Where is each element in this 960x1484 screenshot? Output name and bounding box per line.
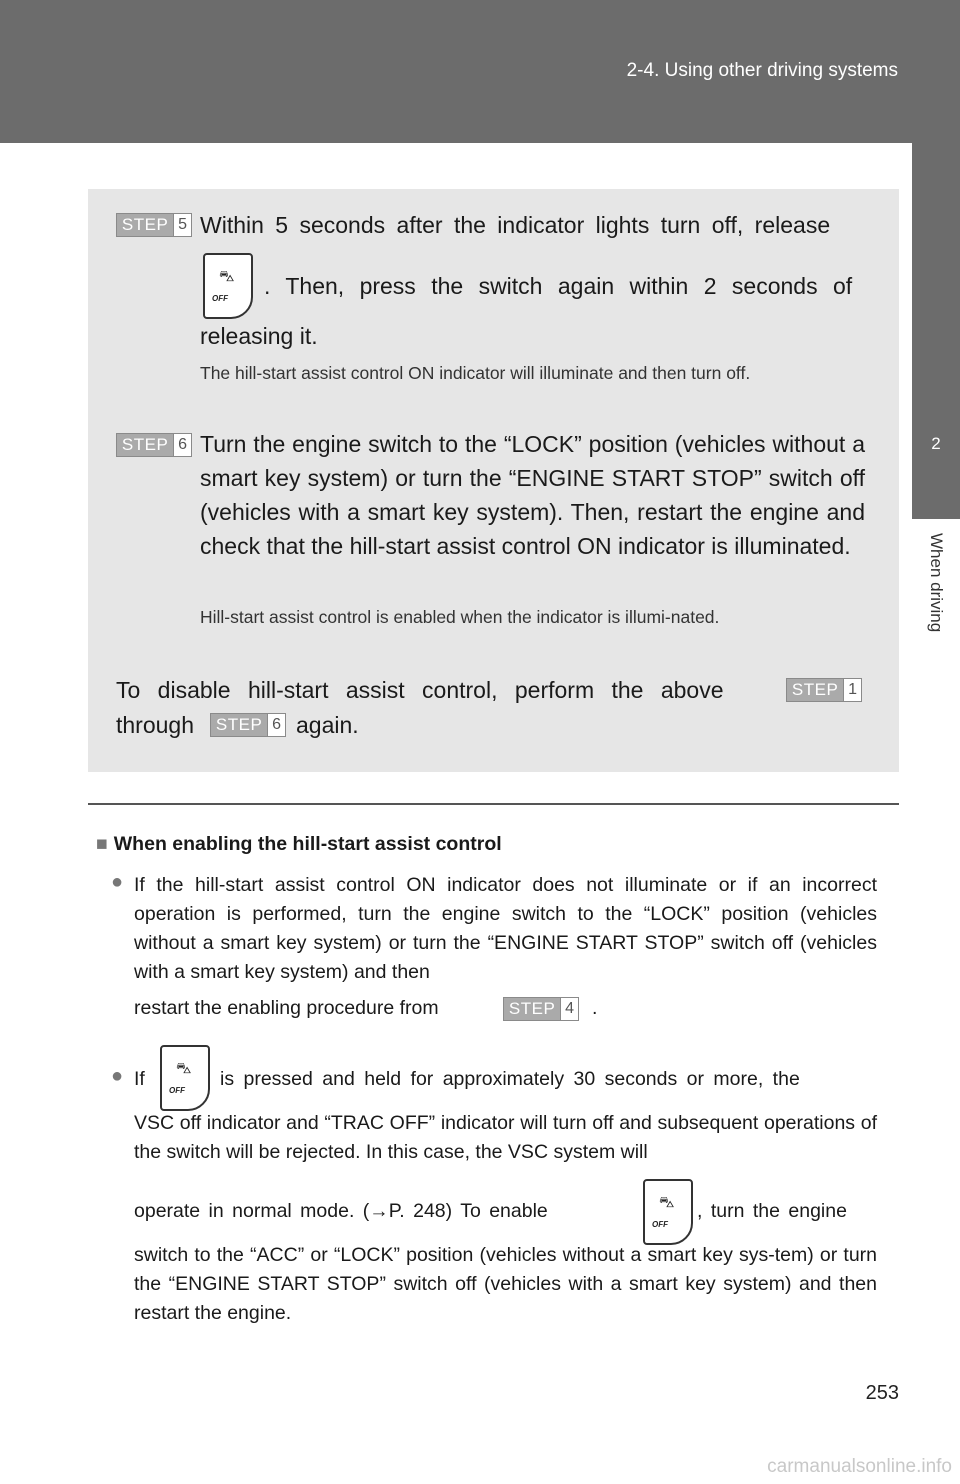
step-4-badge [503,997,579,1021]
step-badge-label: STEP [508,999,556,1018]
chapter-label-tab [912,525,960,675]
procedure-panel [88,189,899,772]
bullet-icon: ● [111,1065,124,1087]
watermark: carmanualsonline.info [767,1456,952,1477]
step-badge-label: STEP [121,435,169,454]
step-6-badge [116,433,192,457]
step-5-note: The hill-start assist control ON indicator will illuminate and then turn off. [200,363,751,383]
note-2-if: If [134,1068,145,1090]
chapter-label: When driving [927,533,946,633]
note-2-line-1: is pressed and held for approximately 30 seconds or more, the [220,1068,800,1090]
step-badge-label: STEP [215,715,263,734]
step-badge-number: 6 [173,434,191,456]
vsc-off-switch-icon [203,253,253,319]
note-2-middle: VSC off indicator and “TRAC OFF” indicator will turn off and subsequent operations of the switch will be rejected. In this case, the VSC system will [134,1112,877,1163]
note-1-end: . [592,997,598,1019]
page-number: 253 [865,1382,899,1404]
note-1-text: If the hill-start assist control ON indicator does not illuminate or if an incorrect operation is performed, turn the engine switch to the “LOCK” position (vehicles without a smart key system) or turn the “ENGINE START STOP” switch off (vehicles with a smart key system) and then [134,874,877,983]
note-heading [96,833,502,856]
section-divider [88,803,899,805]
step-badge-label: STEP [121,215,169,234]
note-heading-text: When enabling the hill-start assist control [113,833,502,855]
disable-instruction-line-1: To disable hill-start assist control, perform the above [116,677,724,703]
step-5-badge [116,213,192,237]
step-6-ref-badge [210,713,286,737]
step-5-line-3: releasing it. [200,323,318,349]
chapter-tab [912,143,960,519]
step-5-line-1: Within 5 seconds after the indicator lights turn off, release [200,212,831,238]
switch-off-label: OFF [212,294,228,303]
skidding-car-icon: ⛍ [219,268,235,285]
step-badge-label: STEP [791,680,839,699]
note-2-line-4-start: operate in normal mode. (→P. 248) To enable [134,1200,548,1222]
step-badge-number: 6 [267,714,285,736]
note-2-line-4-end: , turn the engine [697,1200,847,1222]
chapter-number: 2 [931,434,941,453]
page-header [0,0,960,143]
disable-again: again. [296,712,359,738]
heading-square-icon: ■ [96,833,108,855]
section-title: 2-4. Using other driving systems [626,60,898,81]
note-1-last-line: restart the enabling procedure from [134,997,439,1019]
switch-off-label: OFF [652,1220,668,1229]
bullet-icon: ● [111,871,124,893]
step-1-badge [786,678,862,702]
note-2-end: switch to the “ACC” or “LOCK” position (vehicles without a smart key sys-tem) or turn the “ENGINE START STOP” switch off (vehicles with a smart key system) and then restart the engine. [134,1244,877,1324]
step-badge-number: 4 [560,998,578,1020]
step-5-line-2: . Then, press the switch again within 2 seconds of [264,273,853,299]
step-badge-number: 5 [173,214,191,236]
step-6-note: Hill-start assist control is enabled when the indicator is illumi-nated. [200,607,720,627]
vsc-off-switch-icon [160,1045,210,1111]
step-badge-number: 1 [843,679,861,701]
vsc-off-switch-icon [643,1179,693,1245]
step-6-text: Turn the engine switch to the “LOCK” position (vehicles without a smart key system) or turn the “ENGINE START STOP” switch off (vehicles with a smart key system). Then, restart the engine and check that the hill-start assist control ON indicator is illuminated. [200,431,865,559]
skidding-car-icon: ⛍ [176,1060,192,1077]
skidding-car-icon: ⛍ [659,1194,675,1211]
switch-off-label: OFF [169,1086,185,1095]
disable-through: through [116,712,195,738]
